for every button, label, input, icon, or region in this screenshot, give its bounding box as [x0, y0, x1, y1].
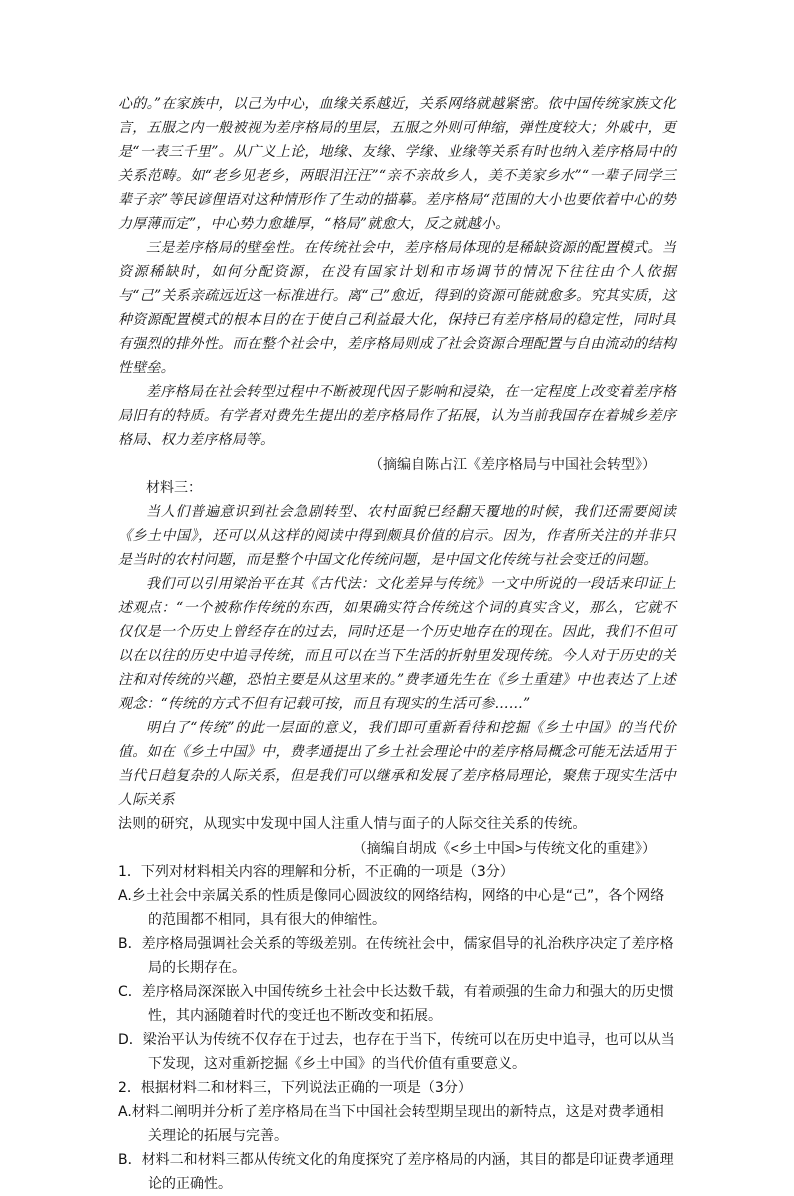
material3-source: （摘编自胡成《<乡土中国>与传统文化的重建》）	[352, 840, 656, 856]
question-1-option-b: B．差序格局强调社会关系的等级差别。在传统社会中，儒家倡导的礼治秩序决定了差序格局的长期存在。	[118, 936, 674, 976]
material3-paragraph-3: 明白了“传统”的此一层面的意义，我们即可重新看待和挖掘《乡土中国》的当代价值。如在《乡土中国》中，费孝通提出了乡土社会理论中的差序格局概念可能无法适用于当代日趋复杂的人际关系，但是我们可以继承和发展了差序格局理论，聚焦于现实生活中人际关系	[118, 720, 676, 808]
material2-paragraph-2: 三是差序格局的壁垒性。在传统社会中，差序格局体现的是稀缺资源的配置模式。当资源稀缺时，如何分配资源，在没有国家计划和市场调节的情况下往往由个人依据与“己”关系亲疏远近这一标准进行。离“己”愈近，得到的资源可能就愈多。究其实质，这种资源配置模式的根本目的在于使自己利益最大化，保持已有差序格局的稳定性，同时具有强烈的排外性。而在整个社会中，差序格局则成了社会资源合理配置与自由流动的结构性壁垒。	[118, 240, 676, 376]
material2-source: （摘编自陈占江《差序格局与中国社会转型》）	[369, 456, 656, 472]
question-1-option-c: C．差序格局深深嵌入中国传统乡土社会中长达数千载，有着顽强的生命力和强大的历史惯性，其内涵随着时代的变迁也不断改变和拓展。	[118, 984, 674, 1024]
material2-paragraph-3: 差序格局在社会转型过程中不断被现代因子影响和浸染，在一定程度上改变着差序格局旧有的特质。有学者对费先生提出的差序格局作了拓展，认为当前我国存在着城乡差序格局、权力差序格局等。	[118, 384, 676, 448]
material2-paragraph-1: 心的。”在家族中，以己为中心，血缘关系越近，关系网络就越紧密。依中国传统家族文化言，五服之内一般被视为差序格局的里层，五服之外则可伸缩，弹性度较大；外戚中，更是“一表三千里”。从广义上论，地缘、友缘、学缘、业缘等关系有时也纳入差序格局中的关系范畴。如“老乡见老乡，两眼泪汪汪”“亲不亲故乡人，美不美家乡水”“一辈子同学三辈子亲”等民谚俚语对这种情形作了生动的描摹。差序格局“范围的大小也要依着中心的势力厚薄而定”，中心势力愈雄厚，“格局”就愈大，反之就越小。	[118, 96, 676, 232]
material3-paragraph-2: 我们可以引用梁治平在其《古代法：文化差异与传统》一文中所说的一段话来印证上述观点：“一个被称作传统的东西，如果确实符合传统这个词的真实含义，那么，它就不仅仅是一个历史上曾经存在的过去，同时还是一个历史地存在的现在。因此，我们不但可以在以往的历史中追寻传统，而且可以在当下生活的折射里发现传统。今人对于历史的关注和对传统的兴趣，恐怕主要是从这里来的。”费孝通先生在《乡土重建》中也表达了上述观念：“传统的方式不但有记载可按，而且有现实的生活可参……”	[118, 576, 676, 712]
material3-heading: 材料三：	[146, 480, 202, 496]
question-2-stem: 2．根据材料二和材料三，下列说法正确的一项是（3分）	[118, 1080, 472, 1096]
material3-paragraph-3-end: 法则的研究，从现实中发现中国人注重人情与面子的人际交往关系的传统。	[118, 816, 587, 832]
question-2-option-b: B．材料二和材料三都从传统文化的角度探究了差序格局的内涵，其目的都是印证费孝通理论的正确性。	[118, 1152, 674, 1192]
question-1-option-a: A.乡土社会中亲属关系的性质是像同心圆波纹的网络结构，网络的中心是“己”，各个网络的范围都不相同，具有很大的伸缩性。	[118, 888, 665, 928]
material3-paragraph-1: 当人们普遍意识到社会急剧转型、农村面貌已经翻天覆地的时候，我们还需要阅读《乡土中国》，还可以从这样的阅读中得到颇具价值的启示。因为，作者所关注的并非只是当时的农村问题，而是整个中国文化传统问题，是中国文化传统与社会变迁的问题。	[118, 504, 676, 568]
question-2-option-a: A.材料二阐明并分析了差序格局在当下中国社会转型期呈现出的新特点，这是对费孝通相关理论的拓展与完善。	[118, 1104, 664, 1144]
question-1-option-d: D．梁治平认为传统不仅存在于过去，也存在于当下，传统可以在历史中追寻，也可以从当下发现，这对重新挖掘《乡土中国》的当代价值有重要意义。	[118, 1032, 675, 1072]
exam-page	[118, 92, 676, 1196]
question-1-stem: 1．下列对材料相关内容的理解和分析，不正确的一项是（3分）	[118, 864, 514, 880]
